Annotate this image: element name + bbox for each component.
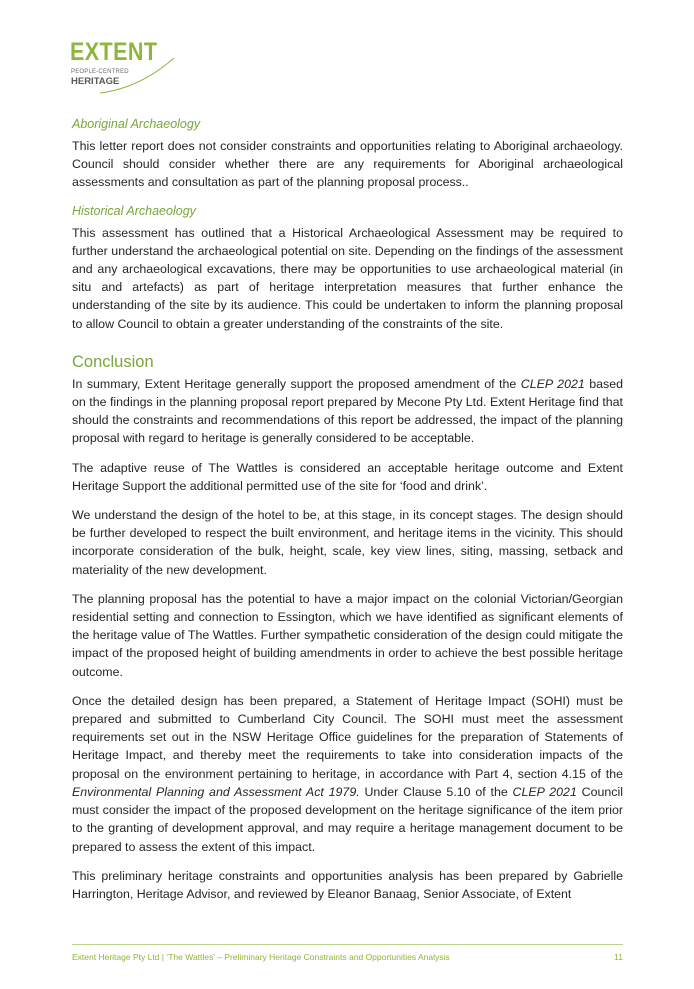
logo-tagline-top: PEOPLE-CENTRED [71, 69, 129, 75]
aboriginal-archaeology-paragraph: This letter report does not consider constraints and opportunities relating to Aboriginal archaeology. Council should consider whether there are any requirements for Aboriginal archaeological assessments and consultation as part of the planning proposal process.. [72, 139, 623, 190]
conclusion-paragraph-4: The planning proposal has the potential to have a major impact on the colonial Victorian/Georgian residential setting and connection to Essington, which we have identified as significant elements of the heritage value of The Wattles. Further sympathetic consideration of the design could mitigate the impact of the proposed height of building amendments in order to achieve the best possible heritage outcome. [72, 591, 623, 679]
footer-divider [72, 944, 623, 945]
historical-archaeology-heading: Historical Archaeology [72, 203, 196, 218]
page-content [72, 116, 623, 914]
conclusion-paragraph-6: This preliminary heritage constraints and opportunities analysis has been prepared by Gabrielle Harrington, Heritage Advisor, and reviewed by Eleanor Banaag, Senior Associate, of Extent [72, 868, 623, 901]
conclusion-paragraph-2: The adaptive reuse of The Wattles is considered an acceptable heritage outcome and Extent Heritage Support the additional permitted use of the site for ‘food and drink’. [72, 460, 623, 493]
logo-tagline-bottom: HERITAGE [71, 76, 120, 87]
conclusion-paragraph-5: Once the detailed design has been prepared, a Statement of Heritage Impact (SOHI) must be prepared and submitted to Cumberland City Council. The SOHI must meet the assessment requirements set out in the NSW Heritage Office guidelines for the preparation of Statements of Heritage Impact, and thereby meet the requirements to take into consideration impacts of the proposal on the environment pertaining to heritage, in accordance with Part 4, section 4.15 of the Environmental Planning and Assessment Act 1979. Under Clause 5.10 of the CLEP 2021 Council must consider the impact of the proposed development on the heritage significance of the item prior to the granting of development approval, and may require a heritage management document to be prepared to assess the extent of this impact. [72, 693, 623, 854]
page-number: 11 [614, 952, 623, 962]
logo-swoosh-icon [70, 40, 180, 96]
conclusion-heading: Conclusion [72, 352, 154, 371]
logo-wordmark: EXTENT [70, 38, 158, 66]
conclusion-paragraph-1: In summary, Extent Heritage generally support the proposed amendment of the CLEP 2021 based on the findings in the planning proposal report prepared by Mecone Pty Ltd. Extent Heritage find that should the constraints and recommendations of this report be addressed, the impact of the planning proposal with regard to heritage is generally considered to be acceptable. [72, 376, 624, 446]
footer-text: Extent Heritage Pty Ltd | ‘The Wattles’ – Preliminary Heritage Constraints and Opportunities Analysis [72, 952, 450, 962]
extent-heritage-logo [70, 40, 180, 96]
historical-archaeology-paragraph: This assessment has outlined that a Historical Archaeological Assessment may be required to further understand the archaeological potential on site. Depending on the findings of the assessment and any archaeological excavations, there may be opportunities to use archaeological material (in situ and artefacts) as part of heritage interpretation measures that further enhance the understanding of the site by its audience. This could be undertaken to inform the planning proposal to allow Council to obtain a greater understanding of the constraints of the site. [72, 225, 623, 331]
conclusion-paragraph-3: We understand the design of the hotel to be, at this stage, in its concept stages. The design should be further developed to respect the built environment, and heritage items in the vicinity. This should incorporate consideration of the bulk, height, scale, key view lines, siting, massing, setback and materiality of the new development. [72, 508, 623, 577]
aboriginal-archaeology-heading: Aboriginal Archaeology [72, 117, 201, 131]
